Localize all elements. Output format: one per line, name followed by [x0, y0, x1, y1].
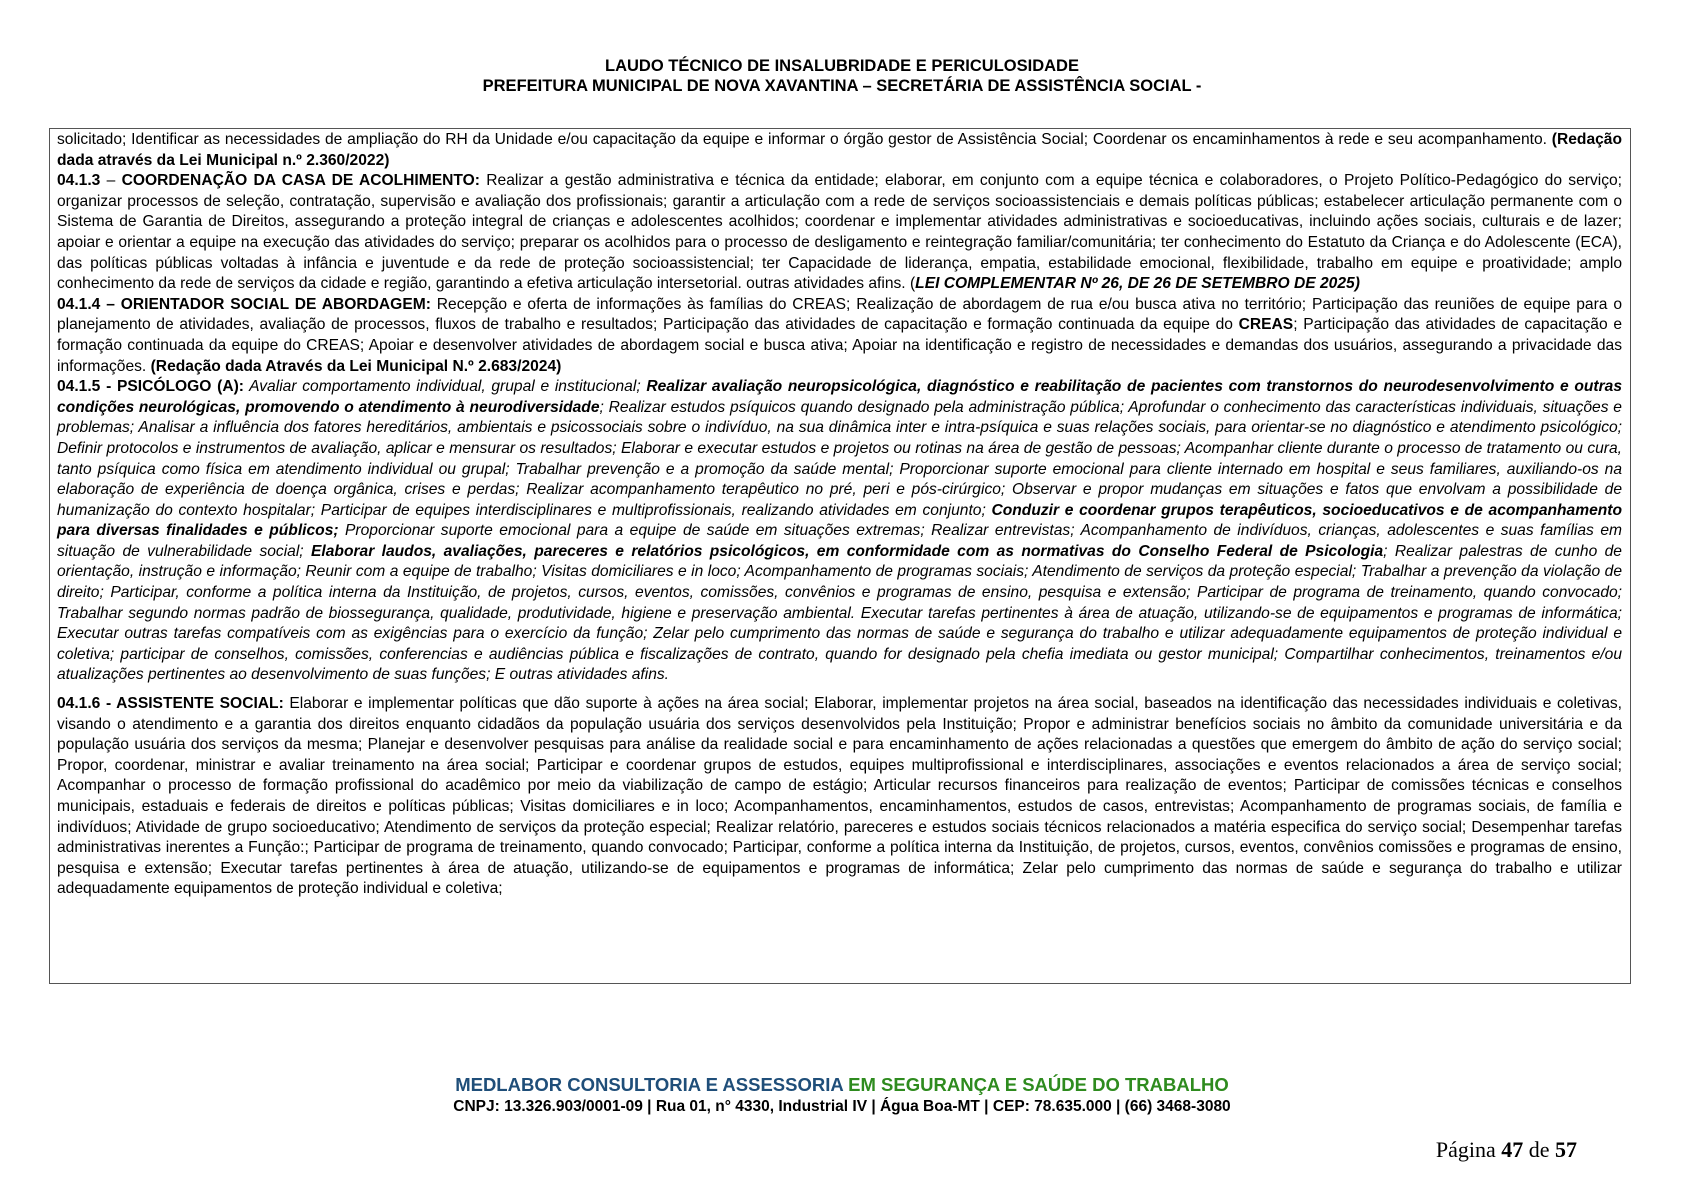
page-current: 47: [1501, 1137, 1524, 1162]
section-04-1-5-text-2: ; Realizar estudos psíquicos quando designado pela administração pública; Aprofundar o conhecimento das características individuais, situações e problemas; Analisar a influência dos fatores hereditários, ambientais e psicossociais sobre o indivíduo, na sua dinâmica inter e intra-psíquica e suas relações sociais, para orientar-se no diagnóstico e atendimento psicológico; Definir protocolos e instrumentos de avaliação, aplicar e mensurar os resultados; Elaborar e executar estudos e projetos ou rotinas na área de gestão de pessoas; Acompanhar cliente durante o processo de tratamento ou cura, tanto psíquica como física em atendimento individual ou grupal; Trabalhar prevenção e a promoção da saúde mental; Proporcionar suporte emocional para cliente internado em hospital e seus familiares, auxiliando-os na elaboração de experiência de doença orgânica, crises e perdas; Realizar acompanhamento terapêutico no pré, peri e pós-cirúrgico; Observar e propor mudanças em situações e fatos que envolvam a possibilidade de humanização do contexto hospitalar; Participar de equipes interdisciplinares e multiprofissionais, realizando atividades em conjunto;: [57, 398, 1622, 519]
section-04-1-3: [57, 171, 1622, 295]
section-04-1-5-text-4: ; Realizar palestras de cunho de orientação, instrução e informação; Reunir com a equipe de trabalho; Visitas domiciliares e in loco; Acompanhamento de programas sociais; Atendimento de serviços da proteção especial; Trabalhar a prevenção da violação de direito; Participar, conforme a política interna da Instituição, de projetos, cursos, eventos, comissões, convênios e programas de ensino, pesquisa e extensão; Participar de programa de treinamento, quando convocado; Trabalhar segundo normas padrão de biossegurança, qualidade, produtividade, higiene e preservação ambiental. Executar tarefas pertinentes à área de atuação, utilizando-se de equipamentos e programas de informática; Executar outras tarefas compatíveis com as exigências para o exercício da função; Zelar pelo cumprimento das normas de saúde e segurança do trabalho e utilizar adequadamente equipamentos de proteção individual e coletiva; participar de conselhos, comissões, conferencias e audiências pública e fiscalizações de contrato, quando for designado pela chefia imediata ou gestor municipal; Compartilhar conhecimentos, treinamentos e/ou atualizações pertinentes ao desenvolvimento de suas funções; E outras atividades afins.: [57, 542, 1622, 684]
intro-note: (Redação dada através da Lei Municipal n.º 2.360/2022): [57, 131, 1622, 169]
section-04-1-5-title: 04.1.5 - PSICÓLOGO (A):: [57, 378, 244, 396]
section-04-1-4-creas: CREAS: [1238, 316, 1294, 334]
section-04-1-4-text-2: ; Participação das atividades de capacitação e formação continuada da equipe do CREAS; Apoiar e desenvolver atividades de abordagem social e busca ativa; Apoiar na identificação e registro de necessidades e demandas dos usuários, assegurando a privacidade das informações.: [57, 316, 1622, 375]
section-04-1-5-text-3: Proporcionar suporte emocional para a equipe de saúde em situações extremas; Realizar entrevistas; Acompanhamento de indivíduos, crianças, adolescentes e suas famílias em situação de vulnerabilidade social;: [57, 522, 1622, 560]
section-04-1-5-bold-2: Conduzir e coordenar grupos terapêuticos, socioeducativos e de acompanhamento para diversas finalidades e públicos;: [57, 501, 1622, 540]
page-label: Página: [1435, 1137, 1502, 1162]
section-04-1-6-title: 04.1.6 - ASSISTENTE SOCIAL:: [57, 695, 284, 713]
section-04-1-5-text-1: Avaliar comportamento individual, grupal e institucional;: [244, 378, 647, 396]
section-04-1-3-text: Realizar a gestão administrativa e técnica da entidade; elaborar, em conjunto com a equipe técnica e colaboradores, o Projeto Político-Pedagógico do serviço; organizar processos de seleção, contratação, supervisão e avaliação dos profissionais; garantir a articulação com a rede de serviços socioassistenciais e demais políticas públicas; estabelecer articulação permanente com o Sistema de Garantia de Direitos, assegurando a proteção integral de crianças e adolescentes acolhidos; coordenar e implementar atividades administrativas e socioeducativas, incluindo ações sociais, culturais e de lazer; apoiar e orientar a equipe na execução das atividades do serviço; preparar os acolhidos para o processo de desligamento e reintegração familiar/comunitária; ter conhecimento do Estatuto da Criança e do Adolescente (ECA), das políticas públicas voltadas à infância e juventude e da rede de proteção socioassistencial; ter Capacidade de liderança, empatia, estabilidade emocional, flexibilidade, trabalho em equipe e proatividade; amplo conhecimento da rede de serviços da cidade e região, garantindo a efetiva articulação intersetorial. outras atividades afins. (: [57, 172, 1623, 293]
section-04-1-5-bold-3: Elaborar laudos, avaliações, pareceres e relatórios psicológicos, em conformidade com as normativas do Conselho Federal de Psicologia: [311, 542, 1384, 560]
section-04-1-4: [57, 295, 1622, 377]
section-04-1-3-number: 04.1.3: [57, 172, 101, 190]
document-header: [0, 56, 1684, 96]
content-box: [49, 128, 1631, 984]
footer-company-tagline: EM SEGURANÇA E SAÚDE DO TRABALHO: [843, 1074, 1229, 1095]
section-04-1-6-text: Elaborar e implementar políticas que dão suporte à ações na área social; Elaborar, implementar projetos na área social, baseados na identificação das necessidades individuais e coletivas, visando o atendimento e a garantia dos direitos enquanto cidadãos da população usuária dos serviços desenvolvidos pela Instituição; Propor e administrar benefícios sociais no âmbito da comunidade universitária e da população usuária dos serviços da mesma; Planejar e desenvolver pesquisas para análise da realidade social e para encaminhamento de ações relacionadas a questões que emergem do âmbito de ação do serviço social; Propor, coordenar, ministrar e avaliar treinamento na área social; Participar e coordenar grupos de estudos, equipes multiprofissional e interdisciplinares, associações e eventos relacionados a área de serviço social; Acompanhar o processo de formação profissional do acadêmico por meio da viabilização de campo de estágio; Articular recursos financeiros para realização de eventos; Participar de comissões técnicas e conselhos municipais, estaduais e federais de direitos e políticas públicas; Visitas domiciliares e in loco; Acompanhamentos, encaminhamentos, estudos de casos, entrevistas; Acompanhamento de programas sociais, de família e indivíduos; Atividade de grupo socioeducativo; Atendimento de serviços da proteção especial; Realizar relatório, pareceres e estudos sociais técnicos relacionados a matéria especifica do serviço social; Desempenhar tarefas administrativas inerentes a Função:; Participar de programa de treinamento, quando convocado; Participar, conforme a política interna da Instituição, de projetos, cursos, eventos, convênios comissões e programas de ensino, pesquisa e extensão; Executar tarefas pertinentes à área de atuação, utilizando-se de equipamentos e programas de informática; Zelar pelo cumprimento das normas de saúde e segurança do trabalho e utilizar adequadamente equipamentos de proteção individual e coletiva;: [57, 695, 1622, 898]
section-04-1-6: [57, 694, 1622, 900]
section-04-1-5-bold-1: Realizar avaliação neuropsicológica, diagnóstico e reabilitação de pacientes com transtornos do neurodesenvolvimento e outras condições neurológicas, promovendo o atendimento à neurodiversidade: [57, 378, 1623, 416]
footer-company: [0, 1073, 1684, 1097]
intro-text: solicitado; Identificar as necessidades de ampliação do RH da Unidade e/ou capacitação da equipe e informar o órgão gestor de Assistência Social; Coordenar os encaminhamentos à rede e seu acompanhamento.: [57, 131, 1552, 148]
footer-company-name: MEDLABOR CONSULTORIA E ASSESSORIA: [455, 1074, 844, 1095]
page-total: 57: [1555, 1137, 1577, 1162]
page-number: [1436, 1136, 1577, 1164]
section-04-1-4-text-1: Recepção e oferta de informações às famílias do CREAS; Realização de abordagem de rua e/ou busca ativa no território; Participação das reuniões de equipe para o planejamento de atividades, avaliação de processos, fluxos de trabalho e resultados; Participação das atividades de capacitação e formação continuada da equipe do: [57, 295, 1622, 334]
intro-paragraph: [57, 130, 1622, 171]
document-footer: [0, 1073, 1684, 1117]
section-04-1-3-dash: –: [100, 172, 122, 190]
section-04-1-4-note: (Redação dada Através da Lei Municipal N.º 2.683/2024): [150, 357, 562, 375]
section-04-1-4-title: 04.1.4 – ORIENTADOR SOCIAL DE ABORDAGEM:: [57, 295, 431, 313]
section-04-1-5: [57, 377, 1622, 686]
document-title: LAUDO TÉCNICO DE INSALUBRIDADE E PERICULOSIDADE: [605, 57, 1079, 75]
section-04-1-3-title: COORDENAÇÃO DA CASA DE ACOLHIMENTO:: [121, 172, 480, 190]
footer-cnpj-address: CNPJ: 13.326.903/0001-09 | Rua 01, n° 4330, Industrial IV | Água Boa-MT | CEP: 78.635.000 | (66) 3468-3080: [453, 1098, 1231, 1115]
document-subtitle: PREFEITURA MUNICIPAL DE NOVA XAVANTINA – SECRETÁRIA DE ASSISTÊNCIA SOCIAL -: [482, 77, 1202, 95]
section-04-1-3-law: LEI COMPLEMENTAR Nº 26, DE 26 DE SETEMBRO DE 2025): [915, 275, 1360, 293]
page-of: de: [1523, 1137, 1555, 1162]
